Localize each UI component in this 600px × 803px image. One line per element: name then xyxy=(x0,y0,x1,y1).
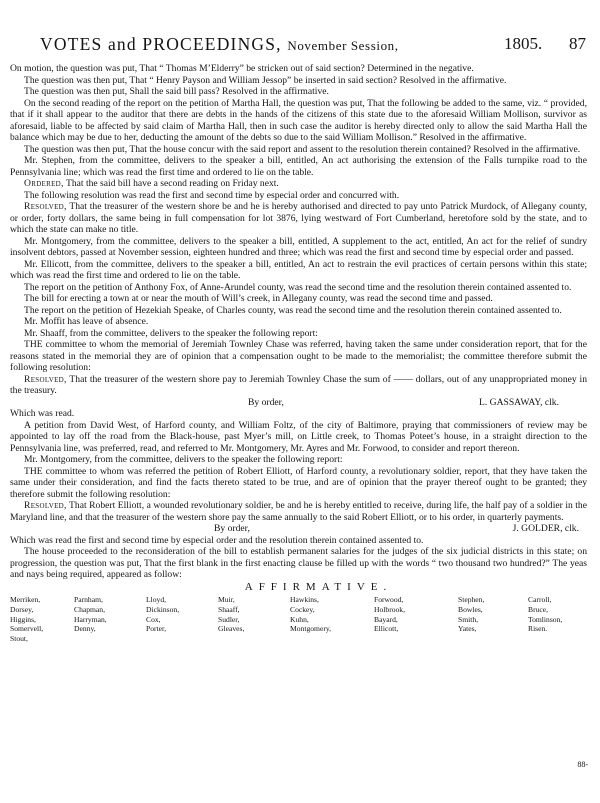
member-name: Ellicott, xyxy=(374,624,399,634)
paragraph: The question was then put, Shall the said bill pass? Resolved in the affirmative. xyxy=(24,86,329,97)
running-title xyxy=(40,34,399,55)
member-name: Gleaves, xyxy=(218,624,245,634)
signature-name: J. GOLDER, clk. xyxy=(512,523,579,534)
paragraph: Which was read. xyxy=(10,408,75,419)
document-body xyxy=(10,63,587,655)
member-name: Dorsey, xyxy=(10,604,34,614)
member-name: Stout, xyxy=(10,634,28,644)
paragraph: The following resolution was read the first and second time by especial order and concurred with. xyxy=(24,189,400,201)
member-name: Porter, xyxy=(146,624,167,634)
resolved-label: Resolved, xyxy=(24,201,67,212)
paragraph: THE committee to whom the memorial of Jeremiah Townley Chase was referred, having taken the same under consideration report, that for the reasons stated in the memorial they are of opinion that a compensation ought to be made to the memorialist; the committee therefore submit the following resolution: xyxy=(10,339,587,373)
names-column xyxy=(146,595,179,634)
member-name: Tomlinson, xyxy=(528,614,563,624)
names-column xyxy=(74,595,107,634)
paragraph: The question was then put, That “ Henry Payson and William Jessop” be inserted in said section? Resolved in the affirmative. xyxy=(24,74,507,86)
resolution-paragraph xyxy=(10,374,587,397)
member-name: Smith, xyxy=(458,614,479,624)
paragraph: Mr. Ellicott, from the committee, delivers to the speaker a bill, entitled, An act to restrain the evil practices of certain persons within this state; which was read the first time and ordered to lie on the table. xyxy=(10,258,587,281)
member-name: Harryman, xyxy=(74,614,107,624)
signature-by-order: By order, xyxy=(248,396,284,408)
resolution-paragraph xyxy=(10,201,587,236)
paragraph: Mr. Shaaff, from the committee, delivers to the speaker the following report: xyxy=(24,327,318,339)
catchword: 88- xyxy=(577,760,588,769)
names-column xyxy=(10,595,43,644)
signature-name: L. GASSAWAY, clk. xyxy=(479,396,559,408)
paragraph: On motion, the question was put, That “ Thomas M’Elderry” be stricken out of said section? Determined in the negative. xyxy=(10,63,474,74)
member-name: Yates, xyxy=(458,624,477,634)
member-name: Somervell, xyxy=(10,624,44,634)
member-name: Montgomery, xyxy=(290,624,332,634)
resolved-label: Resolved, xyxy=(24,500,67,511)
member-name: Lloyd, xyxy=(146,595,167,604)
member-name: Dickinson, xyxy=(146,604,180,614)
member-name: Hawkins, xyxy=(290,595,319,604)
paragraph: Mr. Montgomery, from the committee, delivers to the speaker a bill, entitled, A supplement to the act, entitled, An act for the relief of sundry insolvent debtors, passed at November session, eighteen hundred and three; which was read the first and second time by especial order and passed. xyxy=(10,235,587,258)
paragraph: THE committee to whom was referred the petition of Robert Elliott, of Harford county, a revolutionary soldier, report, that they have taken the same under their consideration, and find the facts thereto stated to be true, and are of opinion that the prayer thereof ought to be granted; they therefore submit the following resolution: xyxy=(10,465,587,500)
running-title-main: VOTES and PROCEEDINGS, xyxy=(40,34,282,54)
running-title-year: 1805. xyxy=(504,34,543,53)
signature-line xyxy=(10,523,587,535)
member-name: Forwood, xyxy=(374,595,404,604)
paragraph: The house proceeded to the reconsideration of the bill to establish permanent salaries for the judges of the six judicial districts in this state; on progression, the question was put, That the first blank in the first enacting clause be filled up with the words “ two thousand two hundred?” The yeas and nays being required, appeared as follow: xyxy=(10,546,587,580)
member-name: Bayard, xyxy=(374,614,398,624)
names-column xyxy=(528,595,562,634)
member-name: Muir, xyxy=(218,595,235,604)
paragraph: The question was then put, That the house concur with the said report and assent to the resolution therein contained? Resolved in the affirmative. xyxy=(24,143,581,155)
paragraph: Mr. Stephen, from the committee, delivers to the speaker a bill, entitled, An act authorising the extension of the Falls turnpike road to the Pennsylvania line; which was read the first time and ordered to lie on the table. xyxy=(10,155,587,178)
resolved-label: Resolved, xyxy=(24,373,67,385)
ordered-paragraph xyxy=(10,178,587,190)
resolved-text: That the treasurer of the western shore be and he is hereby authorised and directed to pay unto Patrick Murdock, of Allegany county, or order, forty dollars, the same being in full compensation for lot 3876, lying westward of Fort Cumberland, heretofore sold by the state, and to which the state can make no title. xyxy=(10,201,587,235)
paragraph: Which was read the first and second time by especial order and the resolution therein contained assented to. xyxy=(10,534,424,546)
paragraph: Mr. Moffit has leave of absence. xyxy=(24,316,149,327)
ordered-text: That the said bill have a second reading on Friday next. xyxy=(63,178,279,189)
resolution-paragraph xyxy=(10,500,587,523)
signature-by-order: By order, xyxy=(214,523,250,534)
member-name: Denny, xyxy=(74,624,96,634)
names-column xyxy=(290,595,331,634)
page-header xyxy=(40,34,586,56)
resolved-text: That Robert Elliott, a wounded revolutionary soldier, be and he is hereby entitled to receive, during life, the half pay of a soldier in the Maryland line, and that the treasurer of the western shore pay the same annually to the said Robert Elliott, or to his order, in quarterly payments. xyxy=(10,500,587,523)
member-name: Sudler, xyxy=(218,614,240,624)
names-column xyxy=(458,595,484,634)
member-name: Bruce, xyxy=(528,604,549,614)
member-name: Shaaff, xyxy=(218,604,240,614)
names-column xyxy=(374,595,405,634)
running-title-session: November Session, xyxy=(287,38,399,53)
paragraph: Mr. Montgomery, from the committee, delivers to the speaker the following report: xyxy=(24,454,343,465)
member-name: Carroll, xyxy=(528,595,552,604)
member-name: Kuhn, xyxy=(290,614,309,624)
member-name: Stephen, xyxy=(458,595,485,604)
paragraph: A petition from David West, of Harford county, and William Foltz, of the city of Baltimore, praying that commissioners of review may be appointed to lay off the road from the Black-house, past Myer’s mill, on Little creek, to Thomas Poteet’s house, in a straight direction to the Pennsylvania line, was preferred, read, and referred to Mr. Montgomery, Mr. Ayres and Mr. Forwood, to consider and report thereon. xyxy=(10,419,587,454)
page-number: 87 xyxy=(569,34,586,53)
names-column xyxy=(218,595,244,634)
resolved-text: That the treasurer of the western shore pay to Jeremiah Townley Chase the sum of —— dollars, out of any unappropriated money in the treasury. xyxy=(10,373,587,396)
member-name: Risen. xyxy=(528,624,548,634)
member-name: Cox, xyxy=(146,614,161,624)
member-name: Holbrook, xyxy=(374,604,406,614)
member-name: Chapman, xyxy=(74,604,106,614)
affirmative-heading: AFFIRMATIVE. xyxy=(244,580,393,593)
member-name: Parnham, xyxy=(74,595,103,604)
member-name: Higgins, xyxy=(10,614,36,624)
member-name: Merriken, xyxy=(10,595,41,604)
ordered-label: Ordered, xyxy=(24,178,64,189)
paragraph: The report on the petition of Hezekiah Speake, of Charles county, was read the second time and the resolution therein contained assented to. xyxy=(24,304,562,316)
signature-line xyxy=(10,397,587,409)
paragraph: The bill for erecting a town at or near the mouth of Will’s creek, in Allegany county, was read the second time and passed. xyxy=(24,293,493,304)
member-name: Bowles, xyxy=(458,604,483,614)
affirmative-names xyxy=(10,595,587,655)
paragraph: On the second reading of the report on the petition of Martha Hall, the question was put, That the following be added to the same, viz. “ provided, that if it shall appear to the auditor that there are debts in the hands of the citizens of this state due to the aforesaid William Mollison, survivor as aforesaid, liable to be affected by said claim of Martha Hall, then in such case the auditor is hereby directed only to allow the said Martha Hall the balance which may be due to her, deducting the amount of the debts so due to the said William Mollison.” Resolved in the affirmative. xyxy=(10,97,587,143)
paragraph: The report on the petition of Anthony Fox, of Anne-Arundel county, was read the second time and the resolution therein contained assented to. xyxy=(24,281,572,293)
member-name: Cockey, xyxy=(290,604,315,614)
